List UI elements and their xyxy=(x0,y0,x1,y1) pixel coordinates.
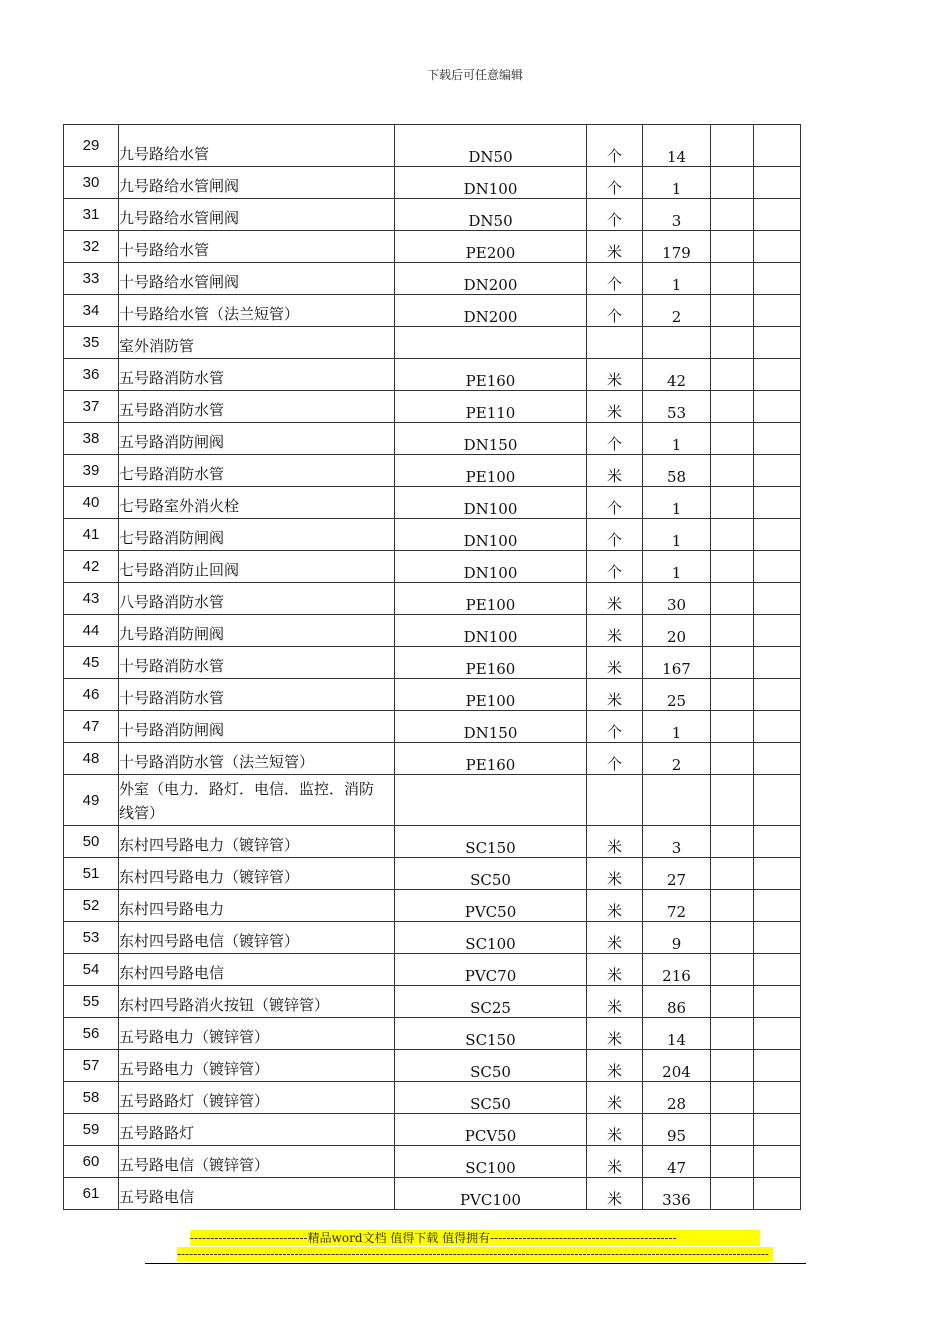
item-spec xyxy=(395,327,587,359)
item-name: 七号路消防止回阀 xyxy=(119,551,395,583)
item-quantity: 167 xyxy=(643,647,711,679)
item-quantity: 1 xyxy=(643,263,711,295)
table-row xyxy=(64,583,801,615)
blank-cell xyxy=(754,231,801,263)
item-name: 东村四号路电信（镀锌管） xyxy=(119,922,395,954)
item-unit: 个 xyxy=(587,519,643,551)
item-quantity: 179 xyxy=(643,231,711,263)
item-quantity: 58 xyxy=(643,455,711,487)
table-row xyxy=(64,1082,801,1114)
row-number: 41 xyxy=(64,519,119,551)
row-number: 61 xyxy=(64,1178,119,1210)
item-unit: 个 xyxy=(587,487,643,519)
blank-cell xyxy=(754,327,801,359)
blank-cell xyxy=(754,1082,801,1114)
table-row xyxy=(64,125,801,167)
item-quantity: 9 xyxy=(643,922,711,954)
item-spec: SC50 xyxy=(395,1082,587,1114)
table-row xyxy=(64,1146,801,1178)
item-spec: DN100 xyxy=(395,615,587,647)
item-unit: 米 xyxy=(587,583,643,615)
item-unit: 米 xyxy=(587,1082,643,1114)
item-name: 外室（电力．路灯．电信．监控．消防线管） xyxy=(119,775,395,826)
blank-cell xyxy=(711,125,754,167)
blank-cell xyxy=(711,1018,754,1050)
footer-line-1: -----------------------------精品word文档 值得下载 值得拥有---------------------------------------------- xyxy=(190,1230,760,1246)
blank-cell xyxy=(754,487,801,519)
blank-cell xyxy=(754,743,801,775)
item-quantity: 1 xyxy=(643,551,711,583)
item-name: 东村四号路消火按钮（镀锌管） xyxy=(119,986,395,1018)
item-spec: DN150 xyxy=(395,423,587,455)
item-name: 东村四号路电信 xyxy=(119,954,395,986)
item-unit: 个 xyxy=(587,263,643,295)
blank-cell xyxy=(754,986,801,1018)
item-quantity: 86 xyxy=(643,986,711,1018)
item-spec: PE110 xyxy=(395,391,587,423)
item-name: 五号路电力（镀锌管） xyxy=(119,1018,395,1050)
item-unit: 米 xyxy=(587,1050,643,1082)
table-row xyxy=(64,922,801,954)
blank-cell xyxy=(711,922,754,954)
item-spec: SC100 xyxy=(395,1146,587,1178)
blank-cell xyxy=(754,423,801,455)
item-name: 九号路给水管闸阀 xyxy=(119,167,395,199)
table-row xyxy=(64,890,801,922)
item-quantity: 1 xyxy=(643,711,711,743)
item-quantity: 28 xyxy=(643,1082,711,1114)
blank-cell xyxy=(754,890,801,922)
blank-cell xyxy=(754,551,801,583)
item-name: 十号路给水管闸阀 xyxy=(119,263,395,295)
blank-cell xyxy=(711,1082,754,1114)
table-row xyxy=(64,199,801,231)
item-name: 十号路给水管 xyxy=(119,231,395,263)
item-quantity: 3 xyxy=(643,199,711,231)
item-unit: 个 xyxy=(587,711,643,743)
item-unit: 个 xyxy=(587,423,643,455)
item-unit: 米 xyxy=(587,1114,643,1146)
row-number: 34 xyxy=(64,295,119,327)
blank-cell xyxy=(754,1178,801,1210)
item-name: 十号路消防水管 xyxy=(119,679,395,711)
item-quantity: 2 xyxy=(643,295,711,327)
row-number: 40 xyxy=(64,487,119,519)
item-quantity: 30 xyxy=(643,583,711,615)
item-quantity: 2 xyxy=(643,743,711,775)
row-number: 55 xyxy=(64,986,119,1018)
table-row xyxy=(64,231,801,263)
blank-cell xyxy=(711,826,754,858)
item-unit: 米 xyxy=(587,679,643,711)
item-spec: SC100 xyxy=(395,922,587,954)
blank-cell xyxy=(754,711,801,743)
item-name: 七号路室外消火栓 xyxy=(119,487,395,519)
blank-cell xyxy=(711,167,754,199)
blank-cell xyxy=(711,359,754,391)
item-spec: DN150 xyxy=(395,711,587,743)
item-unit: 个 xyxy=(587,295,643,327)
page-header: 下载后可任意编辑 xyxy=(426,68,523,82)
item-name: 五号路消防水管 xyxy=(119,359,395,391)
table-row xyxy=(64,423,801,455)
blank-cell xyxy=(711,391,754,423)
row-number: 46 xyxy=(64,679,119,711)
row-number: 45 xyxy=(64,647,119,679)
row-number: 39 xyxy=(64,455,119,487)
item-spec: SC25 xyxy=(395,986,587,1018)
item-name: 九号路给水管闸阀 xyxy=(119,199,395,231)
item-quantity: 14 xyxy=(643,1018,711,1050)
table-row xyxy=(64,858,801,890)
item-unit: 米 xyxy=(587,922,643,954)
item-name: 五号路电力（镀锌管） xyxy=(119,1050,395,1082)
quantity-table xyxy=(63,124,801,1210)
blank-cell xyxy=(754,922,801,954)
item-spec: DN100 xyxy=(395,487,587,519)
row-number: 47 xyxy=(64,711,119,743)
item-spec: PVC100 xyxy=(395,1178,587,1210)
item-spec: PE160 xyxy=(395,743,587,775)
blank-cell xyxy=(754,455,801,487)
blank-cell xyxy=(754,954,801,986)
item-spec: DN200 xyxy=(395,263,587,295)
table-row xyxy=(64,711,801,743)
row-number: 32 xyxy=(64,231,119,263)
item-name: 五号路路灯（镀锌管） xyxy=(119,1082,395,1114)
blank-cell xyxy=(711,1050,754,1082)
row-number: 29 xyxy=(64,125,119,167)
item-name: 十号路消防水管（法兰短管） xyxy=(119,743,395,775)
item-name: 十号路消防水管 xyxy=(119,647,395,679)
item-quantity: 20 xyxy=(643,615,711,647)
item-quantity: 72 xyxy=(643,890,711,922)
item-quantity: 25 xyxy=(643,679,711,711)
item-quantity: 1 xyxy=(643,423,711,455)
item-quantity: 1 xyxy=(643,519,711,551)
row-number: 56 xyxy=(64,1018,119,1050)
blank-cell xyxy=(711,1178,754,1210)
blank-cell xyxy=(711,890,754,922)
row-number: 44 xyxy=(64,615,119,647)
blank-cell xyxy=(711,295,754,327)
item-name: 十号路给水管（法兰短管） xyxy=(119,295,395,327)
table-row xyxy=(64,826,801,858)
item-quantity: 1 xyxy=(643,487,711,519)
item-spec: SC150 xyxy=(395,826,587,858)
row-number: 59 xyxy=(64,1114,119,1146)
item-spec: PVC50 xyxy=(395,890,587,922)
item-quantity: 53 xyxy=(643,391,711,423)
blank-cell xyxy=(754,391,801,423)
blank-cell xyxy=(754,199,801,231)
item-name: 五号路路灯 xyxy=(119,1114,395,1146)
blank-cell xyxy=(754,1018,801,1050)
blank-cell xyxy=(711,231,754,263)
blank-cell xyxy=(754,167,801,199)
table-row xyxy=(64,743,801,775)
blank-cell xyxy=(754,775,801,826)
item-spec: DN100 xyxy=(395,519,587,551)
table-row xyxy=(64,647,801,679)
blank-cell xyxy=(754,583,801,615)
item-unit: 个 xyxy=(587,125,643,167)
table-row xyxy=(64,327,801,359)
blank-cell xyxy=(754,125,801,167)
item-quantity: 27 xyxy=(643,858,711,890)
blank-cell xyxy=(711,954,754,986)
item-quantity: 204 xyxy=(643,1050,711,1082)
table-row xyxy=(64,986,801,1018)
blank-cell xyxy=(711,487,754,519)
table-row xyxy=(64,487,801,519)
item-unit: 米 xyxy=(587,986,643,1018)
blank-cell xyxy=(711,858,754,890)
item-spec: DN100 xyxy=(395,551,587,583)
table-row xyxy=(64,1114,801,1146)
item-spec xyxy=(395,775,587,826)
row-number: 52 xyxy=(64,890,119,922)
footer-divider xyxy=(145,1263,806,1264)
row-number: 60 xyxy=(64,1146,119,1178)
blank-cell xyxy=(711,455,754,487)
item-quantity: 14 xyxy=(643,125,711,167)
blank-cell xyxy=(754,1146,801,1178)
blank-cell xyxy=(754,679,801,711)
item-spec: SC150 xyxy=(395,1018,587,1050)
row-number: 50 xyxy=(64,826,119,858)
table-row xyxy=(64,519,801,551)
row-number: 42 xyxy=(64,551,119,583)
table-row xyxy=(64,263,801,295)
item-unit: 个 xyxy=(587,167,643,199)
item-name: 七号路消防水管 xyxy=(119,455,395,487)
table-row xyxy=(64,1050,801,1082)
blank-cell xyxy=(754,519,801,551)
item-name: 十号路消防闸阀 xyxy=(119,711,395,743)
blank-cell xyxy=(711,199,754,231)
blank-cell xyxy=(711,647,754,679)
table-row xyxy=(64,167,801,199)
item-unit: 米 xyxy=(587,1018,643,1050)
item-spec: SC50 xyxy=(395,1050,587,1082)
item-spec: SC50 xyxy=(395,858,587,890)
row-number: 49 xyxy=(64,775,119,826)
item-name: 九号路给水管 xyxy=(119,125,395,167)
item-unit: 米 xyxy=(587,1146,643,1178)
blank-cell xyxy=(754,263,801,295)
blank-cell xyxy=(711,583,754,615)
item-name: 五号路消防水管 xyxy=(119,391,395,423)
table-row xyxy=(64,1178,801,1210)
item-name: 五号路电信 xyxy=(119,1178,395,1210)
item-unit: 个 xyxy=(587,199,643,231)
item-unit: 米 xyxy=(587,359,643,391)
blank-cell xyxy=(711,775,754,826)
item-name: 九号路消防闸阀 xyxy=(119,615,395,647)
row-number: 58 xyxy=(64,1082,119,1114)
item-name: 东村四号路电力 xyxy=(119,890,395,922)
blank-cell xyxy=(754,1114,801,1146)
item-quantity: 95 xyxy=(643,1114,711,1146)
row-number: 53 xyxy=(64,922,119,954)
item-spec: PE160 xyxy=(395,647,587,679)
item-spec: PE100 xyxy=(395,679,587,711)
blank-cell xyxy=(754,647,801,679)
item-unit: 米 xyxy=(587,954,643,986)
blank-cell xyxy=(711,679,754,711)
blank-cell xyxy=(711,1114,754,1146)
item-unit: 米 xyxy=(587,890,643,922)
item-unit: 米 xyxy=(587,1178,643,1210)
item-quantity: 336 xyxy=(643,1178,711,1210)
blank-cell xyxy=(711,986,754,1018)
item-unit: 个 xyxy=(587,743,643,775)
blank-cell xyxy=(754,858,801,890)
item-unit xyxy=(587,775,643,826)
item-unit: 个 xyxy=(587,551,643,583)
table-body xyxy=(64,125,801,1210)
row-number: 35 xyxy=(64,327,119,359)
item-spec: DN50 xyxy=(395,125,587,167)
table-row xyxy=(64,455,801,487)
item-spec: DN200 xyxy=(395,295,587,327)
item-unit: 米 xyxy=(587,391,643,423)
blank-cell xyxy=(754,1050,801,1082)
row-number: 31 xyxy=(64,199,119,231)
blank-cell xyxy=(711,711,754,743)
item-name: 五号路电信（镀锌管） xyxy=(119,1146,395,1178)
blank-cell xyxy=(711,551,754,583)
item-unit: 米 xyxy=(587,455,643,487)
row-number: 30 xyxy=(64,167,119,199)
item-name: 八号路消防水管 xyxy=(119,583,395,615)
blank-cell xyxy=(754,826,801,858)
blank-cell xyxy=(711,615,754,647)
blank-cell xyxy=(711,1146,754,1178)
row-number: 37 xyxy=(64,391,119,423)
item-spec: PE160 xyxy=(395,359,587,391)
item-spec: PE100 xyxy=(395,583,587,615)
blank-cell xyxy=(711,519,754,551)
table-row xyxy=(64,359,801,391)
item-spec: PE100 xyxy=(395,455,587,487)
blank-cell xyxy=(711,743,754,775)
item-spec: PE200 xyxy=(395,231,587,263)
table-row xyxy=(64,679,801,711)
footer-line-2: -------------------------------------------------------------------------------------------------------------------------------------------------- xyxy=(177,1247,773,1261)
table-row xyxy=(64,551,801,583)
row-number: 48 xyxy=(64,743,119,775)
blank-cell xyxy=(711,423,754,455)
table-row xyxy=(64,615,801,647)
blank-cell xyxy=(711,263,754,295)
item-quantity: 1 xyxy=(643,167,711,199)
blank-cell xyxy=(754,359,801,391)
row-number: 57 xyxy=(64,1050,119,1082)
table-row xyxy=(64,295,801,327)
item-spec: DN50 xyxy=(395,199,587,231)
row-number: 33 xyxy=(64,263,119,295)
item-unit: 米 xyxy=(587,826,643,858)
item-unit: 米 xyxy=(587,858,643,890)
item-name: 七号路消防闸阀 xyxy=(119,519,395,551)
item-quantity: 47 xyxy=(643,1146,711,1178)
item-unit xyxy=(587,327,643,359)
item-name: 室外消防管 xyxy=(119,327,395,359)
table-row xyxy=(64,391,801,423)
item-spec: PVC70 xyxy=(395,954,587,986)
item-name: 东村四号路电力（镀锌管） xyxy=(119,858,395,890)
blank-cell xyxy=(754,615,801,647)
row-number: 38 xyxy=(64,423,119,455)
item-quantity xyxy=(643,327,711,359)
item-name: 五号路消防闸阀 xyxy=(119,423,395,455)
item-unit: 米 xyxy=(587,647,643,679)
row-number: 36 xyxy=(64,359,119,391)
row-number: 51 xyxy=(64,858,119,890)
item-unit: 米 xyxy=(587,615,643,647)
item-quantity: 42 xyxy=(643,359,711,391)
item-unit: 米 xyxy=(587,231,643,263)
table-row xyxy=(64,1018,801,1050)
item-quantity: 216 xyxy=(643,954,711,986)
blank-cell xyxy=(754,295,801,327)
table-row xyxy=(64,954,801,986)
item-quantity: 3 xyxy=(643,826,711,858)
row-number: 54 xyxy=(64,954,119,986)
item-spec: PCV50 xyxy=(395,1114,587,1146)
row-number: 43 xyxy=(64,583,119,615)
table-row xyxy=(64,775,801,826)
item-name: 东村四号路电力（镀锌管） xyxy=(119,826,395,858)
item-spec: DN100 xyxy=(395,167,587,199)
blank-cell xyxy=(711,327,754,359)
item-quantity xyxy=(643,775,711,826)
